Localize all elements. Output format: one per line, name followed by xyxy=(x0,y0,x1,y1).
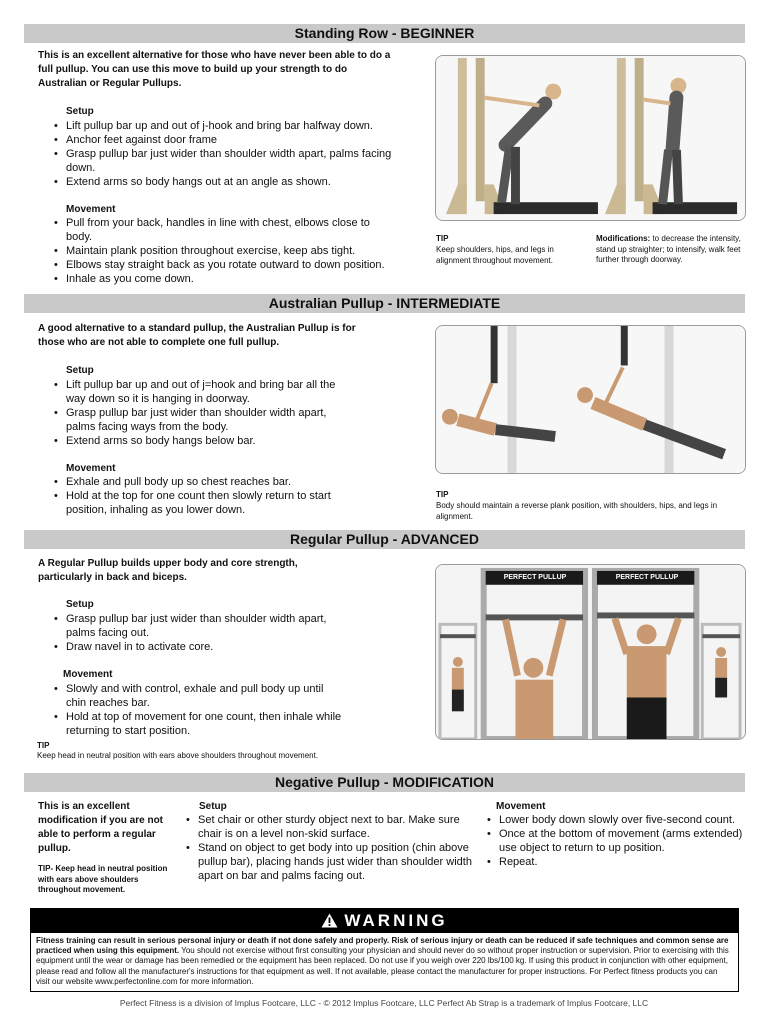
sign-text-left: PERFECT PULLUP xyxy=(503,574,567,581)
standing-row-tip-label: TIP xyxy=(436,234,449,243)
list-item: • Lift pullup bar up and out of j-hook and bring bar halfway down. xyxy=(54,119,399,133)
list-item: • Hold at the top for one count then slowly return to start position, inhaling as you lower down. xyxy=(54,489,354,517)
list-item: • Repeat. xyxy=(487,855,749,869)
list-item: • Lower body down slowly over five-second count. xyxy=(487,813,749,827)
warning-regular-text: You should not exercise without first consulting your physician and should never do so without proper instruction or supervision. Prior to exercising with this equipment until the wear or damage has been remedied or the equipment has been replaced. Do not use if you weigh over 220 lbs/100 kg. If using this product in conjunction with other equipment, please read and follow all the manufacturer's instructions for that equipment as well. If not available, please contact the manufacturer for proper instructions. For Perfect fitness products you can visit our website www.perfectonline.com for more information. xyxy=(36,946,729,986)
modifications-text: to decrease the intensity, stand up straighter; to intensify, walk feet further through doorway. xyxy=(596,234,741,264)
list-item: • Elbows stay straight back as you rotate outward to down position. xyxy=(54,258,399,272)
regular-pullup-movement-label: Movement xyxy=(63,669,113,680)
standing-row-intro: This is an excellent alternative for those who have never been able to do a full pullup. You can use this move to build up your strength to do Australian or Regular Pullups. xyxy=(38,50,391,89)
list-item: • Lift pullup bar up and out of j=hook and bring bar all the way down so it is hanging in doorway. xyxy=(54,378,354,406)
warning-title: WARNING xyxy=(344,911,448,930)
list-item: • Hold at top of movement for one count, then inhale while returning to start position. xyxy=(54,710,344,738)
standing-row-modifications xyxy=(596,234,744,266)
modifications-label: Modifications: xyxy=(596,234,651,243)
list-item: • Anchor feet against door frame xyxy=(54,133,399,147)
list-item: • Slowly and with control, exhale and pull body up until chin reaches bar. xyxy=(54,682,344,710)
australian-pullup-intro: A good alternative to a standard pullup, the Australian Pullup is for those who are not able to complete one full pullup. xyxy=(38,323,356,348)
australian-pullup-photo xyxy=(435,325,746,474)
list-item: • Exhale and pull body up so chest reaches bar. xyxy=(54,475,354,489)
section-title-standing-row: Standing Row - BEGINNER xyxy=(24,24,745,43)
australian-pullup-tip-label: TIP xyxy=(436,490,449,499)
negative-pullup-setup-list xyxy=(186,813,476,883)
standing-row-tip: Keep shoulders, hips, and legs in alignment throughout movement. xyxy=(436,245,554,265)
section-title-negative-pullup: Negative Pullup - MODIFICATION xyxy=(24,773,745,792)
negative-pullup-movement-list xyxy=(487,813,749,869)
regular-pullup-setup-list xyxy=(54,612,354,654)
list-item: • Maintain plank position throughout exercise, keep abs tight. xyxy=(54,244,399,258)
list-item: • Inhale as you come down. xyxy=(54,272,399,286)
negative-pullup-setup-label: Setup xyxy=(199,801,227,812)
list-item: • Grasp pullup bar just wider than shoulder width apart, palms facing ways from the body. xyxy=(54,406,354,434)
australian-pullup-movement-label: Movement xyxy=(66,463,116,474)
list-item: • Set chair or other sturdy object next to bar. Make sure chair is on a level non-skid surface. xyxy=(186,813,476,841)
negative-pullup-movement-label: Movement xyxy=(496,801,546,812)
list-item: • Stand on object to get body into up position (chin above pullup bar), placing hands just wider than shoulder width apart on bar and palms facing out. xyxy=(186,841,476,883)
australian-pullup-setup-list xyxy=(54,378,354,448)
australian-pullup-setup-label: Setup xyxy=(66,365,94,376)
list-item: • Pull from your back, handles in line with chest, elbows close to body. xyxy=(54,216,399,244)
standing-row-photo xyxy=(435,55,746,221)
warning-bold-text: Fitness training can result in serious personal injury or death if not done safely and properly. Risk of serious injury or death can be reduced if safe techniques and common sense are practiced when using this equipment. xyxy=(36,936,729,956)
regular-pullup-setup-label: Setup xyxy=(66,599,94,610)
australian-pullup-movement-list xyxy=(54,475,354,517)
regular-pullup-intro: A Regular Pullup builds upper body and core strength, particularly in back and biceps. xyxy=(38,558,298,583)
regular-pullup-tip-label: TIP xyxy=(37,741,50,750)
warning-header xyxy=(31,909,738,933)
warning-box xyxy=(30,908,739,992)
sign-text-right: PERFECT PULLUP xyxy=(615,574,679,581)
standing-row-movement-label: Movement xyxy=(66,204,116,215)
standing-row-setup-label: Setup xyxy=(66,106,94,117)
negative-pullup-tip: TIP- Keep head in neutral position with ears above shoulders throughout movement. xyxy=(38,864,168,894)
list-item: • Once at the bottom of movement (arms extended) use object to return to up position. xyxy=(487,827,749,855)
standing-row-setup-list xyxy=(54,119,399,189)
regular-pullup-photo xyxy=(435,564,746,740)
list-item: • Extend arms so body hangs out at an angle as shown. xyxy=(54,175,399,189)
list-item: • Grasp pullup bar just wider than shoulder width apart, palms facing down. xyxy=(54,147,399,175)
australian-pullup-tip: Body should maintain a reverse plank position, with shoulders, hips, and legs in alignment. xyxy=(436,501,718,521)
section-title-regular-pullup: Regular Pullup - ADVANCED xyxy=(24,530,745,549)
list-item: • Grasp pullup bar just wider than shoulder width apart, palms facing out. xyxy=(54,612,354,640)
list-item: • Draw navel in to activate core. xyxy=(54,640,354,654)
list-item: • Extend arms so body hangs below bar. xyxy=(54,434,354,448)
regular-pullup-movement-list xyxy=(54,682,344,738)
regular-pullup-tip: Keep head in neutral position with ears above shoulders throughout movement. xyxy=(37,751,319,760)
section-title-australian-pullup: Australian Pullup - INTERMEDIATE xyxy=(24,294,745,313)
negative-pullup-intro: This is an excellent modification if you are not able to perform a regular pullup. xyxy=(38,801,164,854)
footer: Perfect Fitness is a division of Implus Footcare, LLC - © 2012 Implus Footcare, LLC Perfect Ab Strap is a trademark of Implus Footcare, LLC xyxy=(119,998,649,1008)
standing-row-movement-list xyxy=(54,216,399,286)
warning-triangle-icon xyxy=(321,911,338,935)
warning-body xyxy=(31,933,738,990)
